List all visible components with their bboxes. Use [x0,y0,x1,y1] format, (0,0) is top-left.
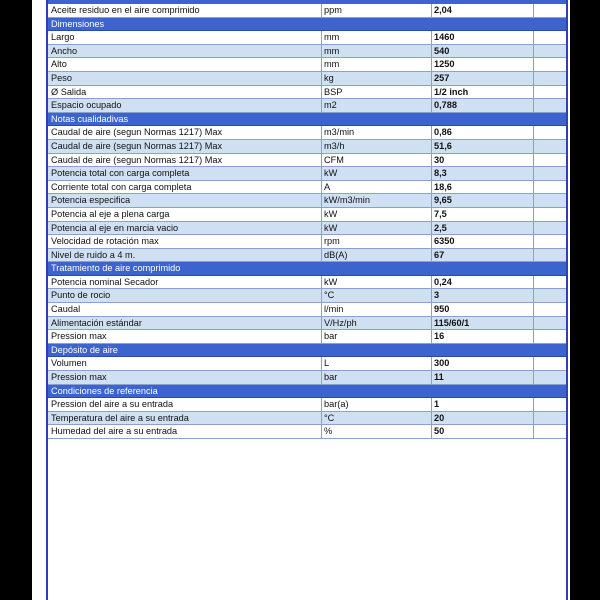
table-row [48,86,566,100]
spec-label: Caudal de aire (segun Normas 1217) Max [51,154,223,165]
table-row [48,99,566,113]
column-divider [321,235,322,248]
spec-value: 8,3 [434,168,447,179]
column-divider [431,276,432,289]
spec-value: 2,5 [434,222,447,233]
column-divider [533,194,534,207]
column-divider [431,126,432,139]
table-row [48,222,566,236]
column-divider [533,412,534,425]
column-divider [431,249,432,262]
column-divider [321,86,322,99]
spec-unit: kW [324,276,338,287]
spec-value: 30 [434,154,445,165]
column-divider [321,425,322,438]
spec-unit: mm [324,59,340,70]
spec-value: 3 [434,290,440,301]
spec-unit: m2 [324,100,337,111]
column-divider [431,194,432,207]
column-divider [321,99,322,112]
spec-unit: V/Hz/ph [324,317,357,328]
spec-label: Velocidad de rotación max [51,236,159,247]
column-divider [321,249,322,262]
section-header-label: Notas cualidadivas [51,113,129,124]
column-divider [533,45,534,58]
spec-unit: mm [324,45,340,56]
column-divider [321,58,322,71]
table-row [48,289,566,303]
table-row [48,167,566,181]
spec-value: 115/60/1 [434,317,470,328]
column-divider [431,303,432,316]
spec-label: Pression del aire a su entrada [51,399,174,410]
section-header [48,262,566,276]
spec-unit: kW [324,168,338,179]
spec-label: Punto de rocio [51,290,111,301]
spec-value: 0,788 [434,100,457,111]
column-divider [533,154,534,167]
column-divider [533,167,534,180]
column-divider [321,154,322,167]
table-row [48,371,566,385]
table-row [48,208,566,222]
spec-unit: °C [324,412,335,423]
column-divider [533,289,534,302]
column-divider [431,4,432,17]
spec-value: 18,6 [434,181,452,192]
spec-unit: % [324,426,333,437]
spec-sheet [46,0,568,600]
spec-value: 1460 [434,32,455,43]
column-divider [533,181,534,194]
spec-label: Humedad del aire a su entrada [51,426,178,437]
column-divider [321,303,322,316]
column-divider [533,371,534,384]
spec-label: Corriente total con carga completa [51,181,192,192]
column-divider [533,72,534,85]
column-divider [431,45,432,58]
spec-label: Alto [51,59,67,70]
column-divider [431,330,432,343]
spec-value: 6350 [434,236,455,247]
column-divider [431,99,432,112]
spec-label: Potencia especifica [51,195,131,206]
column-divider [321,317,322,330]
column-divider [321,330,322,343]
column-divider [431,222,432,235]
spec-unit: rpm [324,236,340,247]
spec-label: Alimentación estándar [51,317,142,328]
spec-label: Caudal de aire (segun Normas 1217) Max [51,140,223,151]
spec-unit: kW [324,208,338,219]
table-row [48,72,566,86]
table-row [48,425,566,439]
column-divider [533,249,534,262]
spec-value: 300 [434,358,450,369]
spec-unit: m3/min [324,127,355,138]
column-divider [321,208,322,221]
spec-unit: BSP [324,86,343,97]
section-header [48,385,566,399]
column-divider [533,398,534,411]
spec-value: 1/2 inch [434,86,469,97]
spec-value: 0,86 [434,127,452,138]
table-row [48,154,566,168]
column-divider [533,58,534,71]
spec-unit: kW [324,222,338,233]
column-divider [533,317,534,330]
table-row [48,357,566,371]
column-divider [321,371,322,384]
spec-value: 51,6 [434,140,452,151]
section-header [48,113,566,127]
document-page [32,0,570,600]
column-divider [431,58,432,71]
table-row [48,194,566,208]
table-row [48,181,566,195]
spec-label: Potencia total con carga completa [51,168,190,179]
table-row [48,412,566,426]
table-row [48,249,566,263]
section-header-label: Depósito de aire [51,344,118,355]
spec-label: Peso [51,72,72,83]
spec-value: 7,5 [434,208,447,219]
table-row [48,140,566,154]
spec-unit: bar [324,372,338,383]
table-row [48,31,566,45]
column-divider [431,72,432,85]
spec-unit: bar [324,331,338,342]
spec-unit: CFM [324,154,344,165]
spec-unit: m3/h [324,140,345,151]
spec-label: Potencia al eje a plena carga [51,208,170,219]
spec-unit: L [324,358,330,369]
column-divider [431,140,432,153]
spec-value: 540 [434,45,450,56]
column-divider [431,154,432,167]
column-divider [431,425,432,438]
column-divider [321,222,322,235]
spec-value: 11 [434,372,444,383]
table-row [48,235,566,249]
spec-label: Nivel de ruido a 4 m. [51,249,136,260]
spec-value: 9,65 [434,195,452,206]
section-header [48,344,566,358]
column-divider [321,45,322,58]
spec-label: Caudal [51,304,81,315]
spec-value: 50 [434,426,445,437]
spec-value: 20 [434,412,445,423]
column-divider [321,276,322,289]
spec-value: 950 [434,304,450,315]
spec-value: 2,04 [434,5,452,15]
section-header-label: Tratamiento de aire comprimido [51,263,181,274]
column-divider [321,412,322,425]
column-divider [321,167,322,180]
spec-label: Potencia nominal Secador [51,276,159,287]
column-divider [321,194,322,207]
spec-value: 67 [434,249,445,260]
section-header-label: Dimensiones [51,18,105,29]
column-divider [431,167,432,180]
section-header-label: Condiciones de referencia [51,385,158,396]
column-divider [321,181,322,194]
spec-label: Pression max [51,372,107,383]
section-header [48,18,566,32]
table-row [48,58,566,72]
column-divider [533,208,534,221]
spec-value: 1250 [434,59,455,70]
spec-value: 0,24 [434,276,452,287]
spec-value: 1 [434,399,440,410]
column-divider [431,317,432,330]
column-divider [431,398,432,411]
column-divider [533,99,534,112]
specifications-table [48,4,566,439]
column-divider [533,303,534,316]
column-divider [321,140,322,153]
spec-label: Volumen [51,358,87,369]
table-row [48,276,566,290]
spec-label: Aceite residuo en el aire comprimido [51,5,200,15]
column-divider [533,126,534,139]
column-divider [321,126,322,139]
spec-unit: °C [324,290,335,301]
column-divider [533,330,534,343]
table-row [48,317,566,331]
column-divider [533,222,534,235]
column-divider [321,4,322,17]
spec-label: Largo [51,32,75,43]
column-divider [431,181,432,194]
column-divider [431,412,432,425]
spec-label: Temperatura del aire a su entrada [51,412,189,423]
table-row [48,4,566,18]
column-divider [533,86,534,99]
spec-unit: dB(A) [324,249,348,260]
table-row [48,330,566,344]
column-divider [533,235,534,248]
column-divider [321,357,322,370]
spec-label: Caudal de aire (segun Normas 1217) Max [51,127,223,138]
spec-unit: bar(a) [324,399,349,410]
column-divider [431,235,432,248]
spec-label: Espacio ocupado [51,100,122,111]
spec-unit: kg [324,72,334,83]
column-divider [321,31,322,44]
column-divider [533,4,534,17]
column-divider [533,31,534,44]
column-divider [431,289,432,302]
column-divider [431,86,432,99]
column-divider [321,289,322,302]
column-divider [533,140,534,153]
column-divider [533,425,534,438]
column-divider [533,357,534,370]
column-divider [431,371,432,384]
column-divider [431,31,432,44]
spec-label: Ø Salida [51,86,87,97]
table-row [48,45,566,59]
spec-value: 16 [434,331,445,342]
table-row [48,303,566,317]
spec-unit: ppm [324,5,342,15]
spec-unit: A [324,181,331,192]
table-row [48,126,566,140]
column-divider [431,208,432,221]
column-divider [431,357,432,370]
column-divider [321,398,322,411]
spec-label: Ancho [51,45,78,56]
spec-unit: l/min [324,304,344,315]
column-divider [321,72,322,85]
spec-unit: mm [324,32,340,43]
spec-label: Potencia al eje en marcia vacio [51,222,179,233]
table-row [48,398,566,412]
spec-label: Pression max [51,331,107,342]
column-divider [533,276,534,289]
spec-unit: kW/m3/min [324,195,370,206]
spec-value: 257 [434,72,450,83]
